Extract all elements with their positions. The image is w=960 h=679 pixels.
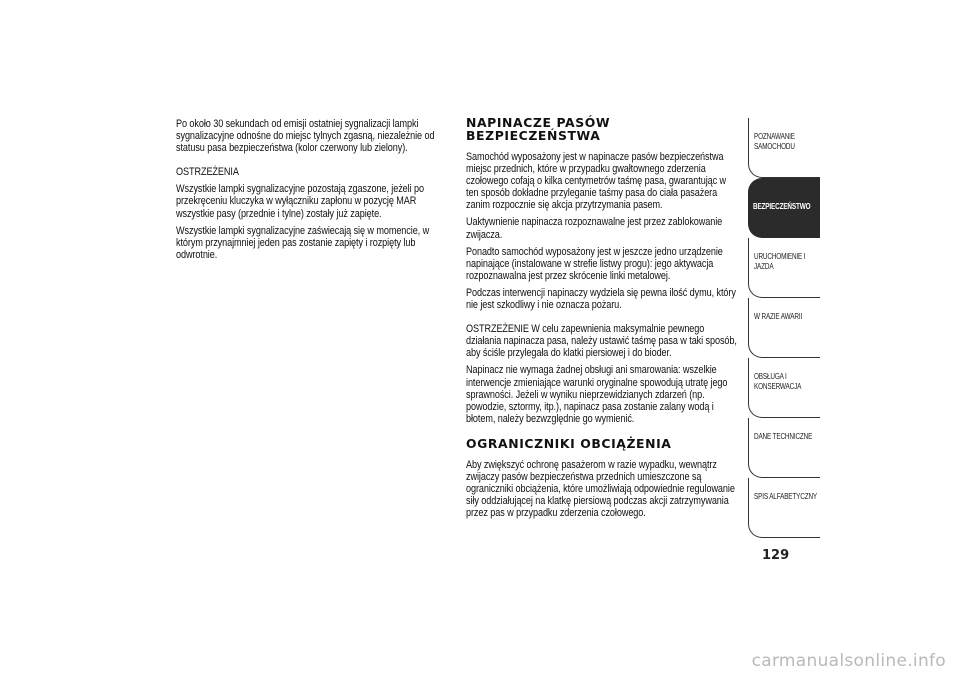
left-column: [176, 118, 436, 266]
paragraph: Napinacz nie wymaga żadnej obsługi ani smarowania: wszelkie interwencje zmieniające warunki oryginalne spowodują utratę jego sprawności. Jeżeli w wyniku nieprzewidzianych zdarzeń (np. powodzie, sztormy, itp.), napinacz pasa zostanie zalany wodą i błotem, należy bezwzględnie go wymienić.: [466, 364, 728, 425]
tab-bezpieczenstwo[interactable]: [748, 178, 820, 238]
paragraph: Po około 30 sekundach od emisji ostatniej sygnalizacji lampki sygnalizacyjne odnośne do miejsc tylnych zgasną, niezależnie od statusu pasa bezpieczeństwa (kolor czerwony lub zielony).: [176, 118, 435, 155]
tab-label: W RAZIE AWARII: [754, 312, 803, 321]
tab-label: URUCHOMIENIE I JAZDA: [754, 252, 806, 271]
paragraph: Uaktywnienie napinacza rozpoznawalne jest przez zablokowanie zwijacza.: [466, 216, 723, 241]
tab-uruchomienie-i-jazda[interactable]: [748, 238, 820, 298]
tab-label: DANE TECHNICZNE: [754, 432, 813, 441]
section-heading: NAPINACZE PASÓW BEZPIECZEŃSTWA: [466, 115, 611, 143]
tab-dane-techniczne[interactable]: [748, 418, 820, 478]
tab-w-razie-awarii[interactable]: [748, 298, 820, 358]
paragraph: Samochód wyposażony jest w napinacze pasów bezpieczeństwa miejsc przednich, które w przypadku gwałtownego zderzenia czołowego cofają o kilka centymetrów taśmę pasa, gwarantując w ten sposób dokładne przyleganie taśmy pasa do ciała pasażera zanim rozpocznie się akcja przytrzymania pasem.: [466, 151, 727, 212]
tab-spis-alfabetyczny[interactable]: [748, 478, 820, 538]
tab-label: POZNAWANIE SAMOCHODU: [754, 132, 795, 151]
paragraph: OSTRZEŻENIE W celu zapewnienia maksymalnie pewnego działania napinacza pasa, należy ustawić taśmę pasa w taki sposób, aby ściśle przylegała do klatki piersiowej i do bioder.: [466, 323, 737, 360]
paragraph: Aby zwiększyć ochronę pasażerom w razie wypadku, wewnątrz zwijaczy pasów bezpieczeństwa przednich umieszczone są ograniczniki obciążenia, które umożliwiają odpowiednie regulowanie siły oddziałującej na klatkę piersiową podczas akcji zatrzymywania przez pas w przypadku zderzenia czołowego.: [466, 458, 735, 520]
section-heading: OGRANICZNIKI OBCIĄŻENIA: [466, 435, 672, 451]
page-number: 129: [762, 548, 790, 563]
tab-obsluga-i-konserwacja[interactable]: [748, 358, 820, 418]
warning-label: OSTRZEŻENIA: [176, 166, 239, 179]
paragraph: Wszystkie lampki sygnalizacyjne pozostają zgaszone, jeżeli po przekręceniu kluczyka w wyłączniku zapłonu w pozycję MAR wszystkie pasy (przednie i tylne) zostały już zapięte.: [176, 183, 424, 220]
middle-column: [466, 116, 738, 524]
tab-label: OBSŁUGA I KONSERWACJA: [754, 372, 802, 391]
paragraph: Podczas interwencji napinaczy wydziela się pewna ilość dymu, który nie jest szkodliwy i nie oznacza pożaru.: [466, 286, 736, 312]
chapter-tabs: [748, 118, 820, 538]
watermark: carmanualsonline.info: [751, 651, 946, 671]
paragraph: Wszystkie lampki sygnalizacyjne zaświecają się w momencie, w którym przynajmniej jeden pas zostanie zapięty i rozpięty lub odwrotnie.: [176, 224, 430, 261]
tab-poznawanie-samochodu[interactable]: [748, 118, 820, 178]
tab-label: SPIS ALFABETYCZNY: [754, 492, 818, 501]
paragraph: Ponadto samochód wyposażony jest w jeszcze jedno urządzenie napinające (instalowane w strefie listwy progu): jego aktywacja rozpoznawalna jest przez skrócenie linki metalowej.: [466, 245, 723, 282]
tab-label: BEZPIECZEŃSTWO: [753, 202, 811, 211]
